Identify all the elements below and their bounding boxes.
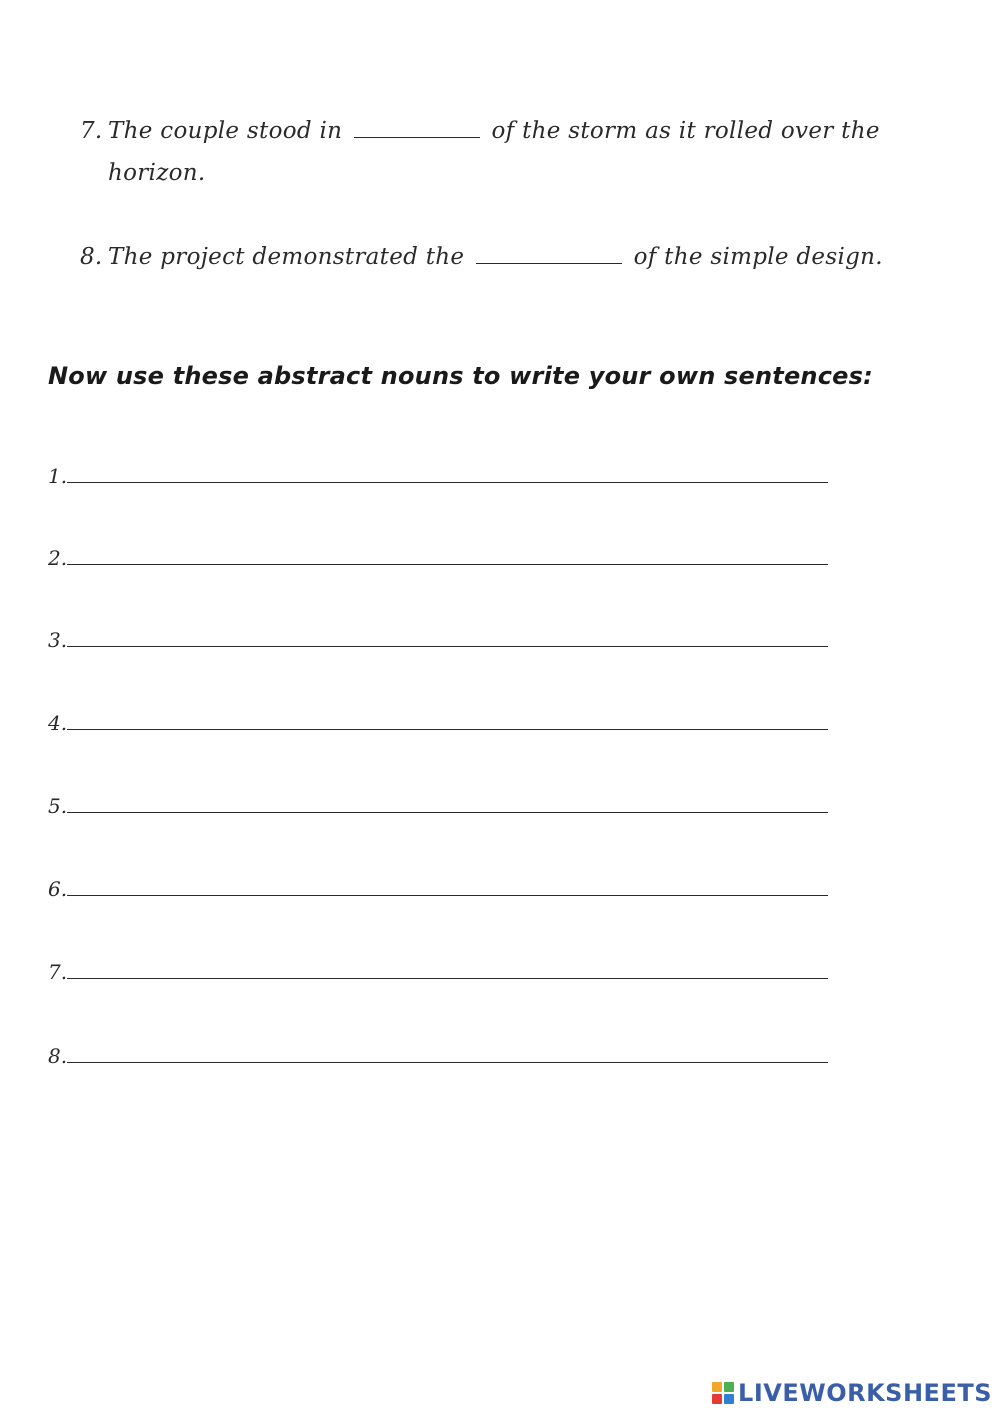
writing-line[interactable] bbox=[67, 894, 828, 896]
logo-square-red bbox=[712, 1394, 722, 1404]
line-number: 2. bbox=[48, 546, 68, 570]
answer-blank[interactable] bbox=[476, 245, 622, 264]
logo-square-green bbox=[724, 1382, 734, 1392]
line-number: 3. bbox=[48, 628, 68, 652]
writing-line[interactable] bbox=[67, 811, 828, 813]
answer-blank[interactable] bbox=[354, 119, 480, 138]
answer-line-5[interactable] bbox=[48, 786, 828, 816]
writing-line[interactable] bbox=[67, 1061, 828, 1063]
answer-line-4[interactable] bbox=[48, 703, 828, 733]
answer-line-3[interactable] bbox=[48, 620, 828, 650]
line-number: 1. bbox=[48, 464, 68, 488]
liveworksheets-logo-icon bbox=[712, 1382, 734, 1404]
line-number: 6. bbox=[48, 877, 68, 901]
line-number: 5. bbox=[48, 794, 68, 818]
answer-line-8[interactable] bbox=[48, 1036, 828, 1066]
logo-square-orange bbox=[712, 1382, 722, 1392]
writing-line[interactable] bbox=[67, 481, 828, 483]
writing-line[interactable] bbox=[67, 977, 828, 979]
liveworksheets-brand[interactable] bbox=[712, 1379, 992, 1407]
section-heading: Now use these abstract nouns to write your own sentences: bbox=[48, 362, 873, 390]
answer-line-2[interactable] bbox=[48, 538, 828, 568]
line-number: 4. bbox=[48, 711, 68, 735]
brand-name: LIVEWORKSHEETS bbox=[738, 1379, 992, 1407]
writing-line[interactable] bbox=[67, 645, 828, 647]
logo-square-blue bbox=[724, 1394, 734, 1404]
question-text-after: of the storm as it rolled over the bbox=[491, 118, 880, 144]
question-8 bbox=[80, 236, 900, 278]
question-text-before: The project demonstrated the bbox=[108, 244, 465, 270]
question-text-before: The couple stood in bbox=[108, 118, 343, 144]
question-text-after: of the simple design. bbox=[633, 244, 883, 270]
answer-line-1[interactable] bbox=[48, 456, 828, 486]
question-7 bbox=[80, 110, 900, 194]
question-number: 7. bbox=[80, 118, 103, 144]
question-number: 8. bbox=[80, 244, 103, 270]
answer-line-7[interactable] bbox=[48, 952, 828, 982]
line-number: 8. bbox=[48, 1044, 68, 1068]
writing-line[interactable] bbox=[67, 728, 828, 730]
line-number: 7. bbox=[48, 960, 68, 984]
question-text-continuation: horizon. bbox=[108, 160, 206, 186]
writing-line[interactable] bbox=[67, 563, 828, 565]
answer-line-6[interactable] bbox=[48, 869, 828, 899]
